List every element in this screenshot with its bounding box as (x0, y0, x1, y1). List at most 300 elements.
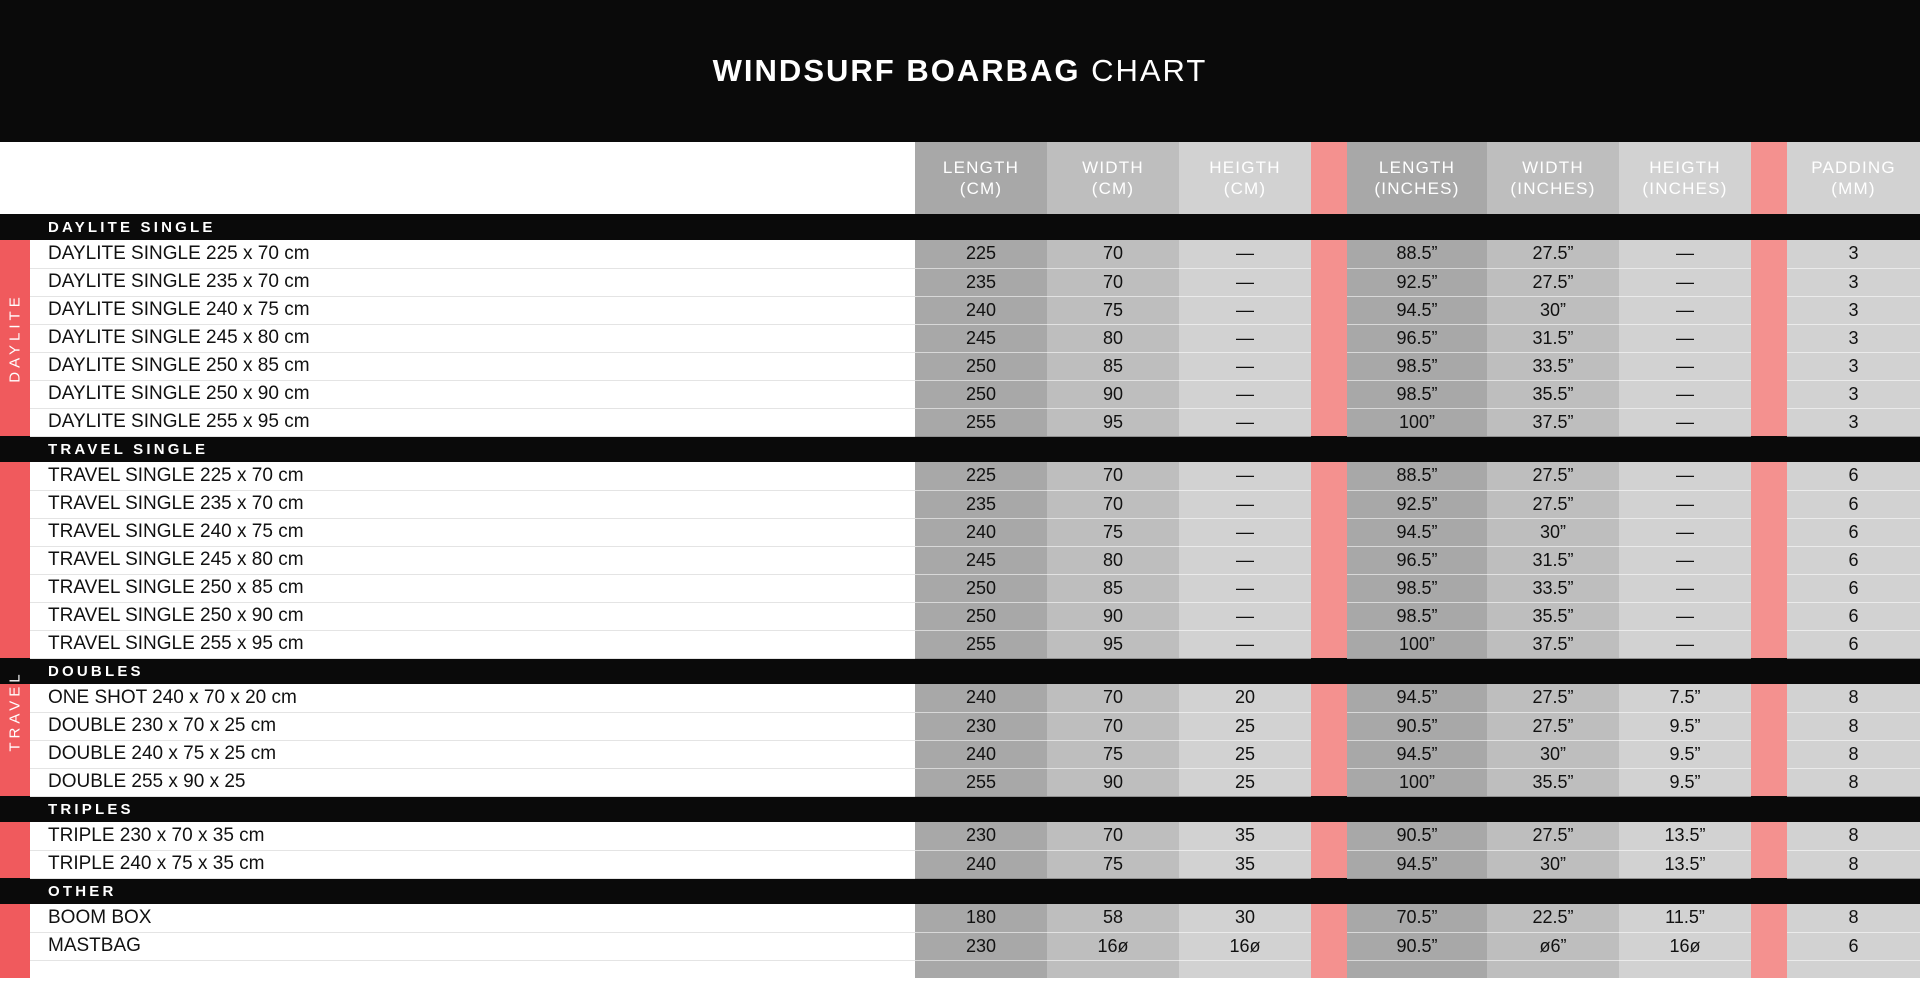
header-col-name: WIDTH (1082, 158, 1144, 177)
row-width-inches: 27.5” (1487, 240, 1619, 268)
row-length-cm: 180 (915, 904, 1047, 932)
band-label-cell (30, 214, 1920, 240)
row-product-name: TRAVEL SINGLE 240 x 75 cm (30, 518, 915, 546)
header-col-heigth-inches (1619, 142, 1751, 214)
row-height-cm: 20 (1179, 684, 1311, 712)
row-width-cm: 16ø (1047, 932, 1179, 960)
page-banner (0, 0, 1920, 142)
header-side-spacer (0, 142, 30, 214)
row-height-cm: — (1179, 630, 1311, 658)
row-length-inches: 90.5” (1347, 822, 1487, 850)
row-length-cm: 235 (915, 268, 1047, 296)
side-label-travel-text: TRAVEL (6, 670, 24, 752)
row-height-cm: 25 (1179, 712, 1311, 740)
row-width-cm: 90 (1047, 380, 1179, 408)
table-row[interactable] (0, 630, 1920, 658)
row-divider (1311, 602, 1347, 630)
row-height-inches: — (1619, 574, 1751, 602)
row-padding-mm: 8 (1787, 684, 1920, 712)
header-divider (1311, 142, 1347, 214)
row-divider (1311, 352, 1347, 380)
row-product-name: BOOM BOX (30, 904, 915, 932)
row-product-name: DAYLITE SINGLE 255 x 95 cm (30, 408, 915, 436)
row-padding-mm: 6 (1787, 932, 1920, 960)
row-width-inches: 31.5” (1487, 324, 1619, 352)
tail-lin (1347, 960, 1487, 978)
row-product-name: TRAVEL SINGLE 255 x 95 cm (30, 630, 915, 658)
row-divider (1751, 240, 1787, 268)
row-height-inches: — (1619, 490, 1751, 518)
row-height-cm: 35 (1179, 850, 1311, 878)
row-height-inches: 9.5” (1619, 768, 1751, 796)
row-product-name: TRAVEL SINGLE 235 x 70 cm (30, 490, 915, 518)
row-padding-mm: 3 (1787, 296, 1920, 324)
row-product-name: TRAVEL SINGLE 250 x 85 cm (30, 574, 915, 602)
row-length-cm: 255 (915, 630, 1047, 658)
row-width-cm: 80 (1047, 324, 1179, 352)
row-width-cm: 70 (1047, 268, 1179, 296)
table-row[interactable] (0, 768, 1920, 796)
header-col-name: HEIGTH (1209, 158, 1281, 177)
row-divider (1311, 630, 1347, 658)
row-length-inches: 100” (1347, 768, 1487, 796)
table-row[interactable] (0, 602, 1920, 630)
row-width-cm: 85 (1047, 574, 1179, 602)
row-padding-mm: 6 (1787, 574, 1920, 602)
row-length-cm: 240 (915, 850, 1047, 878)
row-product-name: TRAVEL SINGLE 245 x 80 cm (30, 546, 915, 574)
row-height-cm: 30 (1179, 904, 1311, 932)
row-width-cm: 75 (1047, 850, 1179, 878)
row-length-inches: 88.5” (1347, 240, 1487, 268)
row-width-inches: 27.5” (1487, 268, 1619, 296)
header-col-unit: (INCHES) (1642, 179, 1728, 198)
row-divider (1751, 932, 1787, 960)
row-width-cm: 75 (1047, 296, 1179, 324)
band-label-cell (30, 878, 1920, 904)
row-product-name: TRIPLE 230 x 70 x 35 cm (30, 822, 915, 850)
row-padding-mm: 6 (1787, 490, 1920, 518)
row-length-cm: 240 (915, 518, 1047, 546)
row-product-name: DAYLITE SINGLE 235 x 70 cm (30, 268, 915, 296)
side-label-daylite-text: DAYLITE (6, 293, 24, 383)
band-label-cell (30, 436, 1920, 462)
row-padding-mm: 3 (1787, 324, 1920, 352)
row-length-cm: 240 (915, 684, 1047, 712)
row-product-name: TRAVEL SINGLE 225 x 70 cm (30, 462, 915, 490)
row-divider (1751, 574, 1787, 602)
row-width-cm: 70 (1047, 822, 1179, 850)
row-height-cm: — (1179, 324, 1311, 352)
row-width-inches: 27.5” (1487, 490, 1619, 518)
row-width-inches: 30” (1487, 296, 1619, 324)
row-height-cm: — (1179, 352, 1311, 380)
row-divider (1751, 380, 1787, 408)
table-row[interactable] (0, 324, 1920, 352)
row-padding-mm: 8 (1787, 822, 1920, 850)
row-divider (1311, 904, 1347, 932)
table-row[interactable] (0, 740, 1920, 768)
row-length-cm: 240 (915, 296, 1047, 324)
row-divider (1751, 546, 1787, 574)
row-width-inches: 30” (1487, 518, 1619, 546)
row-width-cm: 70 (1047, 462, 1179, 490)
row-width-inches: 22.5” (1487, 904, 1619, 932)
row-length-cm: 235 (915, 490, 1047, 518)
table-row[interactable] (0, 684, 1920, 712)
row-padding-mm: 6 (1787, 630, 1920, 658)
row-divider (1751, 518, 1787, 546)
band-label-cell (30, 796, 1920, 822)
row-height-cm: 25 (1179, 768, 1311, 796)
row-height-inches: — (1619, 380, 1751, 408)
tail-hcm (1179, 960, 1311, 978)
row-width-inches: 27.5” (1487, 462, 1619, 490)
tail-divider (1311, 960, 1347, 978)
table-row[interactable] (0, 518, 1920, 546)
row-divider (1311, 850, 1347, 878)
row-divider (1311, 268, 1347, 296)
row-divider (1751, 462, 1787, 490)
row-divider (1751, 408, 1787, 436)
row-height-cm: — (1179, 490, 1311, 518)
row-width-cm: 70 (1047, 712, 1179, 740)
row-divider (1751, 822, 1787, 850)
row-divider (1751, 324, 1787, 352)
page-title-bold: WINDSURF BOARBAG (712, 53, 1081, 88)
table-row[interactable] (0, 574, 1920, 602)
row-height-cm: 16ø (1179, 932, 1311, 960)
row-length-inches: 98.5” (1347, 602, 1487, 630)
row-length-inches: 90.5” (1347, 712, 1487, 740)
row-length-inches: 98.5” (1347, 380, 1487, 408)
header-name-blank (30, 142, 915, 214)
row-divider (1751, 684, 1787, 712)
row-padding-mm: 3 (1787, 352, 1920, 380)
header-col-unit: (CM) (1091, 179, 1135, 198)
row-divider (1751, 712, 1787, 740)
row-length-inches: 100” (1347, 630, 1487, 658)
row-product-name: DOUBLE 240 x 75 x 25 cm (30, 740, 915, 768)
header-col-padding-mm (1787, 142, 1920, 214)
row-width-cm: 80 (1047, 546, 1179, 574)
row-divider (1311, 462, 1347, 490)
page-title (713, 53, 1208, 89)
row-length-cm: 250 (915, 380, 1047, 408)
row-divider (1311, 574, 1347, 602)
row-product-name: DAYLITE SINGLE 245 x 80 cm (30, 324, 915, 352)
tail-side-cell (0, 960, 30, 978)
row-height-inches: — (1619, 518, 1751, 546)
header-col-name: PADDING (1811, 158, 1896, 177)
row-height-inches: 11.5” (1619, 904, 1751, 932)
row-width-cm: 58 (1047, 904, 1179, 932)
table-row[interactable] (0, 712, 1920, 740)
row-divider (1751, 296, 1787, 324)
row-padding-mm: 3 (1787, 240, 1920, 268)
row-length-cm: 255 (915, 408, 1047, 436)
tail-win (1487, 960, 1619, 978)
row-padding-mm: 6 (1787, 546, 1920, 574)
row-padding-mm: 3 (1787, 268, 1920, 296)
tail-lcm (915, 960, 1047, 978)
row-divider (1751, 850, 1787, 878)
row-height-cm: — (1179, 296, 1311, 324)
row-width-cm: 70 (1047, 240, 1179, 268)
table-row[interactable] (0, 380, 1920, 408)
header-col-width-cm (1047, 142, 1179, 214)
row-length-cm: 225 (915, 240, 1047, 268)
tail-hin (1619, 960, 1751, 978)
row-width-cm: 70 (1047, 490, 1179, 518)
row-divider (1751, 602, 1787, 630)
row-height-cm: 25 (1179, 740, 1311, 768)
row-width-cm: 75 (1047, 518, 1179, 546)
row-padding-mm: 8 (1787, 740, 1920, 768)
row-divider (1311, 380, 1347, 408)
row-divider (1311, 740, 1347, 768)
row-divider (1311, 932, 1347, 960)
row-height-cm: — (1179, 462, 1311, 490)
row-width-inches: 35.5” (1487, 602, 1619, 630)
section-band-travel-single (0, 436, 1920, 462)
row-product-name: TRIPLE 240 x 75 x 35 cm (30, 850, 915, 878)
row-width-inches: 27.5” (1487, 822, 1619, 850)
row-divider (1311, 324, 1347, 352)
row-divider (1311, 296, 1347, 324)
header-col-unit: (CM) (1223, 179, 1267, 198)
row-width-inches: 27.5” (1487, 684, 1619, 712)
row-length-inches: 94.5” (1347, 850, 1487, 878)
row-height-inches: 13.5” (1619, 850, 1751, 878)
row-width-inches: 30” (1487, 850, 1619, 878)
table-row[interactable] (0, 490, 1920, 518)
row-width-cm: 90 (1047, 768, 1179, 796)
band-side-cell (0, 214, 30, 240)
row-length-cm: 230 (915, 712, 1047, 740)
row-height-cm: — (1179, 518, 1311, 546)
row-divider (1751, 768, 1787, 796)
row-height-inches: 16ø (1619, 932, 1751, 960)
row-divider (1311, 240, 1347, 268)
row-length-inches: 100” (1347, 408, 1487, 436)
row-height-cm: 35 (1179, 822, 1311, 850)
header-col-name: HEIGTH (1649, 158, 1721, 177)
table-row[interactable] (0, 850, 1920, 878)
row-width-inches: 35.5” (1487, 768, 1619, 796)
table-row[interactable] (0, 932, 1920, 960)
row-length-cm: 250 (915, 602, 1047, 630)
row-divider (1751, 904, 1787, 932)
row-length-inches: 94.5” (1347, 296, 1487, 324)
row-length-cm: 245 (915, 324, 1047, 352)
row-length-inches: 98.5” (1347, 352, 1487, 380)
header-col-heigth-cm (1179, 142, 1311, 214)
row-padding-mm: 6 (1787, 518, 1920, 546)
row-width-inches: 33.5” (1487, 352, 1619, 380)
row-width-cm: 85 (1047, 352, 1179, 380)
row-padding-mm: 8 (1787, 904, 1920, 932)
row-divider (1751, 268, 1787, 296)
section-title: TRIPLES (48, 800, 134, 818)
table-row[interactable] (0, 240, 1920, 268)
band-label-cell (30, 658, 1920, 684)
row-product-name: DAYLITE SINGLE 240 x 75 cm (30, 296, 915, 324)
row-height-inches: — (1619, 268, 1751, 296)
row-divider (1311, 822, 1347, 850)
table-row[interactable] (0, 462, 1920, 490)
row-divider (1311, 408, 1347, 436)
row-height-inches: — (1619, 324, 1751, 352)
row-length-inches: 94.5” (1347, 518, 1487, 546)
table-body (0, 142, 1920, 978)
row-padding-mm: 8 (1787, 850, 1920, 878)
row-divider (1311, 712, 1347, 740)
row-width-cm: 90 (1047, 602, 1179, 630)
row-width-inches: 31.5” (1487, 546, 1619, 574)
header-divider (1751, 142, 1787, 214)
chart-table-wrapper (0, 142, 1920, 982)
row-length-inches: 96.5” (1347, 324, 1487, 352)
row-height-cm: — (1179, 268, 1311, 296)
section-title: TRAVEL SINGLE (48, 440, 209, 458)
row-height-inches: — (1619, 352, 1751, 380)
row-width-cm: 95 (1047, 408, 1179, 436)
header-col-unit: (MM) (1831, 179, 1876, 198)
side-label-daylite (0, 240, 30, 436)
row-divider (1751, 352, 1787, 380)
row-padding-mm: 3 (1787, 408, 1920, 436)
tail-name (30, 960, 915, 978)
table-row[interactable] (0, 904, 1920, 932)
table-row[interactable] (0, 822, 1920, 850)
row-product-name: ONE SHOT 240 x 70 x 20 cm (30, 684, 915, 712)
row-product-name: DAYLITE SINGLE 225 x 70 cm (30, 240, 915, 268)
row-width-inches: 27.5” (1487, 712, 1619, 740)
table-row[interactable] (0, 546, 1920, 574)
row-length-inches: 92.5” (1347, 490, 1487, 518)
row-height-cm: — (1179, 602, 1311, 630)
row-height-inches: — (1619, 240, 1751, 268)
row-width-inches: ø6” (1487, 932, 1619, 960)
section-title: OTHER (48, 882, 117, 900)
row-height-cm: — (1179, 240, 1311, 268)
row-width-inches: 37.5” (1487, 630, 1619, 658)
header-col-length-inches (1347, 142, 1487, 214)
row-padding-mm: 3 (1787, 380, 1920, 408)
row-length-inches: 98.5” (1347, 574, 1487, 602)
row-length-inches: 96.5” (1347, 546, 1487, 574)
section-title: DAYLITE SINGLE (48, 218, 216, 236)
row-padding-mm: 6 (1787, 602, 1920, 630)
header-col-unit: (INCHES) (1374, 179, 1460, 198)
table-header-row (0, 142, 1920, 214)
section-title: DOUBLES (48, 662, 144, 680)
row-divider (1751, 490, 1787, 518)
header-col-length-cm (915, 142, 1047, 214)
tail-wcm (1047, 960, 1179, 978)
side-label-travel (0, 462, 30, 960)
row-divider (1311, 490, 1347, 518)
row-length-cm: 230 (915, 932, 1047, 960)
row-product-name: MASTBAG (30, 932, 915, 960)
header-col-width-inches (1487, 142, 1619, 214)
row-width-cm: 95 (1047, 630, 1179, 658)
row-length-inches: 88.5” (1347, 462, 1487, 490)
row-length-inches: 70.5” (1347, 904, 1487, 932)
table-row[interactable] (0, 268, 1920, 296)
row-height-inches: 9.5” (1619, 740, 1751, 768)
row-divider (1311, 768, 1347, 796)
page-title-light: CHART (1091, 53, 1208, 88)
row-height-cm: — (1179, 546, 1311, 574)
table-row[interactable] (0, 296, 1920, 324)
row-padding-mm: 8 (1787, 768, 1920, 796)
table-tail-spacer (0, 960, 1920, 978)
row-length-inches: 94.5” (1347, 740, 1487, 768)
row-length-inches: 90.5” (1347, 932, 1487, 960)
band-side-cell (0, 436, 30, 462)
tail-divider (1751, 960, 1787, 978)
row-length-cm: 250 (915, 352, 1047, 380)
row-length-inches: 92.5” (1347, 268, 1487, 296)
table-row[interactable] (0, 352, 1920, 380)
row-length-cm: 250 (915, 574, 1047, 602)
row-length-inches: 94.5” (1347, 684, 1487, 712)
row-divider (1311, 684, 1347, 712)
row-height-inches: 7.5” (1619, 684, 1751, 712)
row-padding-mm: 8 (1787, 712, 1920, 740)
row-height-inches: — (1619, 546, 1751, 574)
row-height-inches: — (1619, 462, 1751, 490)
section-band-doubles (0, 658, 1920, 684)
row-length-cm: 230 (915, 822, 1047, 850)
row-height-inches: — (1619, 408, 1751, 436)
row-divider (1751, 740, 1787, 768)
row-divider (1751, 630, 1787, 658)
header-col-name: LENGTH (942, 158, 1020, 177)
row-height-inches: 13.5” (1619, 822, 1751, 850)
section-band-daylite-single (0, 214, 1920, 240)
row-height-cm: — (1179, 574, 1311, 602)
row-height-inches: — (1619, 630, 1751, 658)
header-col-name: LENGTH (1378, 158, 1456, 177)
row-width-inches: 35.5” (1487, 380, 1619, 408)
row-product-name: DOUBLE 255 x 90 x 25 (30, 768, 915, 796)
row-product-name: DAYLITE SINGLE 250 x 90 cm (30, 380, 915, 408)
row-padding-mm: 6 (1787, 462, 1920, 490)
row-divider (1311, 546, 1347, 574)
row-divider (1311, 518, 1347, 546)
row-width-inches: 30” (1487, 740, 1619, 768)
row-product-name: DOUBLE 230 x 70 x 25 cm (30, 712, 915, 740)
row-height-inches: — (1619, 296, 1751, 324)
tail-pad (1787, 960, 1920, 978)
row-length-cm: 225 (915, 462, 1047, 490)
header-col-unit: (CM) (959, 179, 1003, 198)
section-band-triples (0, 796, 1920, 822)
row-length-cm: 245 (915, 546, 1047, 574)
header-col-name: WIDTH (1522, 158, 1584, 177)
row-length-cm: 255 (915, 768, 1047, 796)
row-width-inches: 37.5” (1487, 408, 1619, 436)
row-product-name: DAYLITE SINGLE 250 x 85 cm (30, 352, 915, 380)
row-height-cm: — (1179, 408, 1311, 436)
header-col-unit: (INCHES) (1510, 179, 1596, 198)
section-band-other (0, 878, 1920, 904)
table-row[interactable] (0, 408, 1920, 436)
row-height-cm: — (1179, 380, 1311, 408)
